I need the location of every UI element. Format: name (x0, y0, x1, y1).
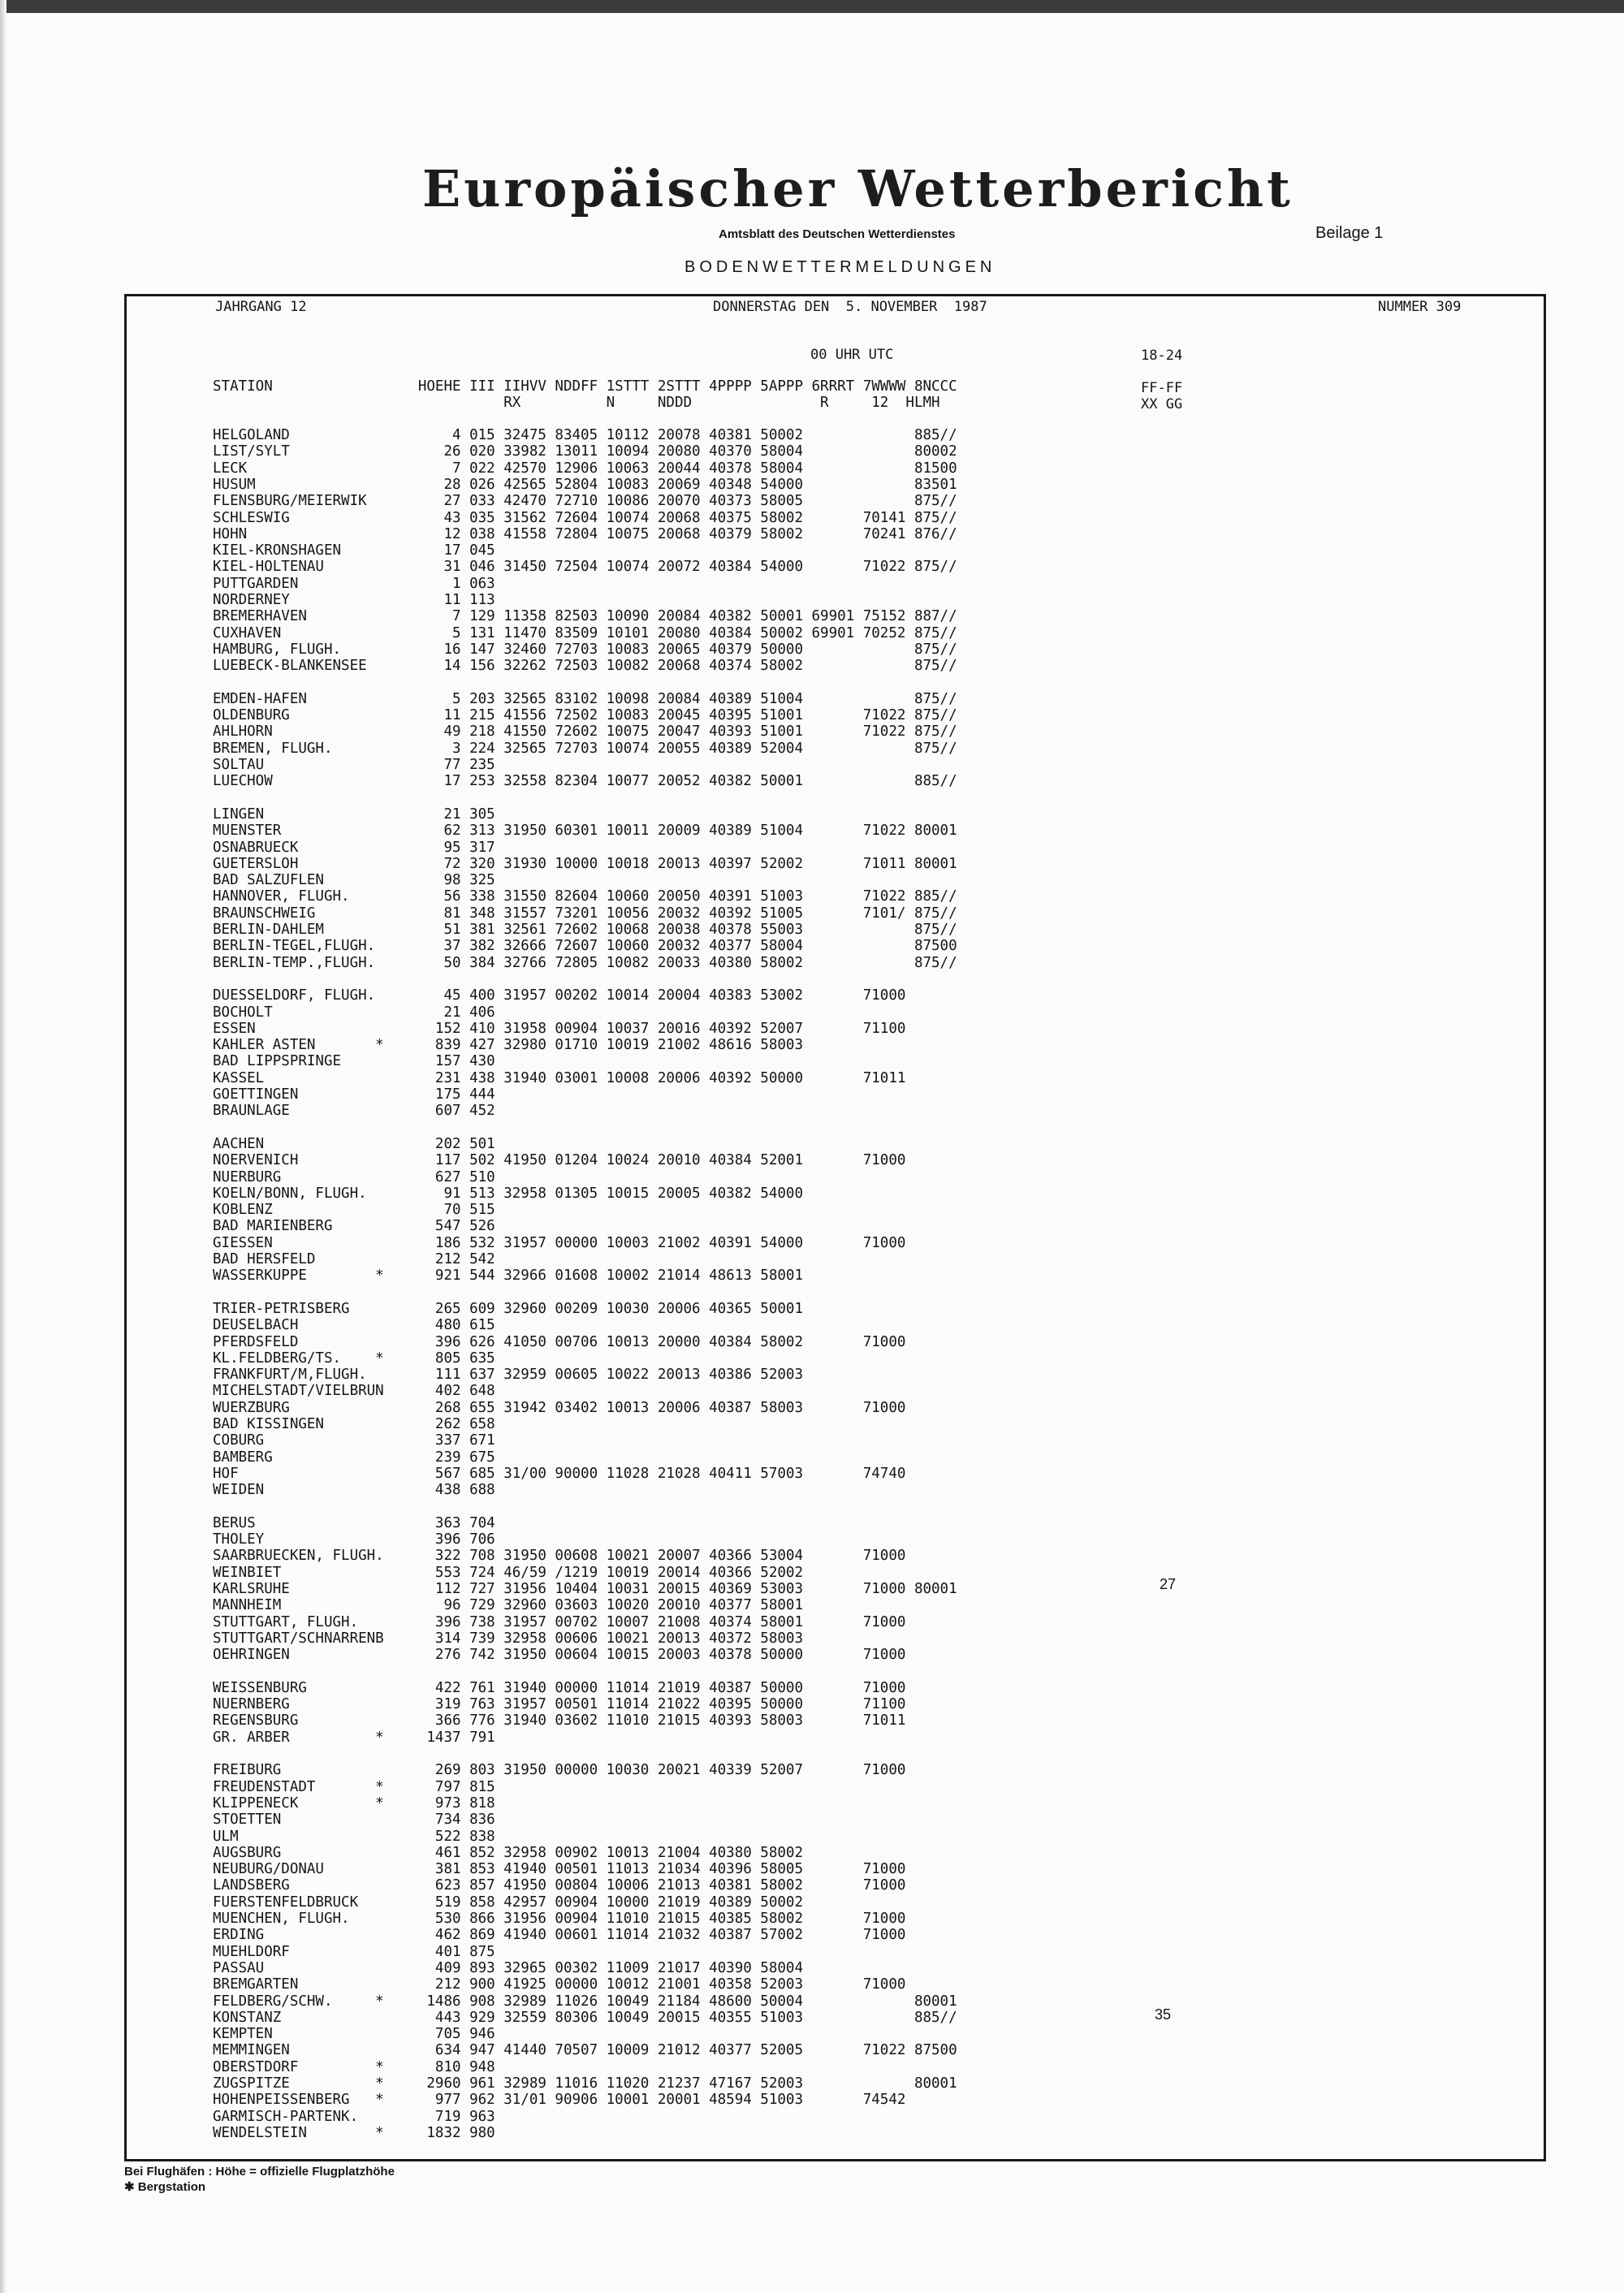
station-row: LECK 7 022 42570 12906 10063 20044 40378 58004 81500 (213, 460, 957, 477)
station-row: DUESSELDORF, FLUGH. 45 400 31957 00202 10014 20004 40383 53002 71000 (213, 987, 906, 1004)
station-row: KIEL-KRONSHAGEN 17 045 (213, 542, 495, 559)
station-row: ZUGSPITZE * 2960 961 32989 11016 11020 21237 47167 52003 80001 (213, 2075, 957, 2092)
station-row: WEISSENBURG 422 761 31940 00000 11014 21019 40387 50000 71000 (213, 1679, 906, 1696)
page-subtitle: Amtsblatt des Deutschen Wetterdienstes (719, 227, 956, 241)
station-row: KOELN/BONN, FLUGH. 91 513 32958 01305 10015 20005 40382 54000 (213, 1185, 803, 1202)
station-row: KONSTANZ 443 929 32559 80306 10049 20015 40355 51003 885// (213, 2009, 957, 2026)
footnote-airport-height: Bei Flughäfen : Höhe = offizielle Flugplatzhöhe (124, 2165, 395, 2179)
station-row: GIESSEN 186 532 31957 00000 10003 21002 40391 54000 71000 (213, 1234, 906, 1251)
report-date: DONNERSTAG DEN 5. NOVEMBER 1987 (713, 299, 987, 315)
station-row: EMDEN-HAFEN 5 203 32565 83102 10098 20084 40389 51004 875// (213, 690, 957, 707)
station-row: GR. ARBER * 1437 791 (213, 1729, 495, 1746)
observation-time: 00 UHR UTC (810, 347, 894, 363)
station-row: BREMEN, FLUGH. 3 224 32565 72703 10074 20055 40389 52004 875// (213, 740, 957, 757)
station-row: TRIER-PETRISBERG 265 609 32960 00209 10030 20006 40365 50001 (213, 1300, 803, 1317)
page-mark-35: 35 (1155, 2006, 1172, 2023)
station-row: WUERZBURG 268 655 31942 03402 10013 20006 40387 58003 71000 (213, 1399, 906, 1416)
section-title: BODENWETTERMELDUNGEN (685, 258, 996, 276)
station-row: HOHN 12 038 41558 72804 10075 20068 40379 58002 70241 876// (213, 525, 957, 542)
station-row: STUTTGART, FLUGH. 396 738 31957 00702 10007 21008 40374 58001 71000 (213, 1613, 906, 1630)
station-row: MUENCHEN, FLUGH. 530 866 31956 00904 11010 21015 40385 58002 71000 (213, 1911, 906, 1927)
station-row: SOLTAU 77 235 (213, 757, 495, 773)
station-row: THOLEY 396 706 (213, 1531, 495, 1548)
station-row: AUGSBURG 461 852 32958 00902 10013 21004 40380 58002 (213, 1844, 803, 1861)
station-row: KL.FELDBERG/TS. * 805 635 (213, 1349, 495, 1367)
station-row: WENDELSTEIN * 1832 980 (213, 2124, 495, 2141)
station-row: BAD MARIENBERG 547 526 (213, 1218, 495, 1235)
station-row: BAMBERG 239 675 (213, 1449, 495, 1466)
station-row: HANNOVER, FLUGH. 56 338 31550 82604 10060 20050 40391 51003 71022 885// (213, 888, 957, 905)
station-row: PASSAU 409 893 32965 00302 11009 21017 40390 58004 (213, 1959, 803, 1976)
supplement-label: Beilage 1 (1315, 224, 1384, 242)
station-row: OBERSTDORF * 810 948 (213, 2058, 495, 2075)
station-row: BRAUNLAGE 607 452 (213, 1103, 495, 1120)
station-row: FREUDENSTADT * 797 815 (213, 1778, 495, 1795)
station-row: ULM 522 838 (213, 1828, 495, 1845)
station-row: NORDERNEY 11 113 (213, 592, 495, 608)
station-row: FUERSTENFELDBRUCK 519 858 42957 00904 10000 21019 40389 50002 (213, 1894, 803, 1911)
station-row: GUETERSLOH 72 320 31930 10000 10018 20013 40397 52002 71011 80001 (213, 855, 957, 872)
station-row: BERLIN-TEGEL,FLUGH. 37 382 32666 72607 10060 20032 40377 58004 87500 (213, 938, 957, 955)
scan-top-border (0, 0, 1624, 13)
station-row: MANNHEIM 96 729 32960 03603 10020 20010 40377 58001 (213, 1597, 803, 1614)
station-row: OEHRINGEN 276 742 31950 00604 10015 20003 40378 50000 71000 (213, 1647, 906, 1664)
station-row: WASSERKUPPE * 921 544 32966 01608 10002 21014 48613 58001 (213, 1267, 803, 1285)
station-row: MICHELSTADT/VIELBRUN 402 648 (213, 1383, 495, 1400)
footnotes (124, 2164, 395, 2195)
station-row: HUSUM 28 026 42565 52804 10083 20069 40348 54000 83501 (213, 476, 957, 493)
station-row: FLENSBURG/MEIERWIK 27 033 42470 72710 10086 20070 40373 58005 875// (213, 493, 957, 510)
station-row: GARMISCH-PARTENK. 719 963 (213, 2108, 495, 2125)
station-row: AACHEN 202 501 (213, 1135, 495, 1152)
station-row: WEINBIET 553 724 46/59 /1219 10019 20014 40366 52002 (213, 1564, 803, 1581)
station-row: KEMPTEN 705 946 (213, 2026, 495, 2043)
station-row: NEUBURG/DONAU 381 853 41940 00501 11013 21034 40396 58005 71000 (213, 1861, 906, 1878)
station-row: BERLIN-TEMP.,FLUGH. 50 384 32766 72805 10082 20033 40380 58002 875// (213, 954, 957, 971)
volume-label: JAHRGANG 12 (215, 299, 307, 315)
station-row: AHLHORN 49 218 41550 72602 10075 20047 40393 51001 71022 875// (213, 723, 957, 741)
station-row: NUERBURG 627 510 (213, 1168, 495, 1185)
station-row: SCHLESWIG 43 035 31562 72604 10074 20068 40375 58002 70141 875// (213, 509, 957, 526)
station-row: GOETTINGEN 175 444 (213, 1086, 495, 1103)
station-row: LANDSBERG 623 857 41950 00804 10006 21013 40381 58002 71000 (213, 1877, 906, 1894)
station-row: BERLIN-DAHLEM 51 381 32561 72602 10068 20038 40378 55003 875// (213, 922, 957, 938)
station-row: ERDING 462 869 41940 00601 11014 21032 40387 57002 71000 (213, 1927, 906, 1944)
station-row: MUENSTER 62 313 31950 60301 10011 20009 40389 51004 71022 80001 (213, 823, 957, 840)
station-row: MUEHLDORF 401 875 (213, 1943, 495, 1960)
station-row: KLIPPENECK * 973 818 (213, 1794, 495, 1812)
station-row: BREMERHAVEN 7 129 11358 82503 10090 20084 40382 50001 69901 75152 887// (213, 608, 957, 625)
station-row: BOCHOLT 21 406 (213, 1004, 495, 1021)
station-row: LUEBECK-BLANKENSEE 14 156 32262 72503 10082 20068 40374 58002 875// (213, 658, 957, 675)
footnote-mountain-station: ✱ Bergstation (124, 2180, 206, 2194)
station-row: HAMBURG, FLUGH. 16 147 32460 72703 10083 20065 40379 50000 875// (213, 641, 957, 658)
scan-left-edge (0, 0, 6, 2293)
station-row: REGENSBURG 366 776 31940 03602 11010 21015 40393 58003 71011 (213, 1712, 906, 1729)
station-row: BAD LIPPSPRINGE 157 430 (213, 1053, 495, 1070)
station-row: NOERVENICH 117 502 41950 01204 10024 20010 40384 52001 71000 (213, 1152, 906, 1169)
station-row: PUTTGARDEN 1 063 (213, 575, 495, 592)
station-row: STOETTEN 734 836 (213, 1812, 495, 1829)
station-row: OSNABRUECK 95 317 (213, 839, 495, 856)
station-row: LIST/SYLT 26 020 33982 13011 10094 20080 40370 58004 80002 (213, 443, 957, 460)
station-row: ESSEN 152 410 31958 00904 10037 20016 40392 52007 71100 (213, 1020, 906, 1037)
issue-number: NUMMER 309 (1378, 299, 1462, 315)
station-row: HELGOLAND 4 015 32475 83405 10112 20078 40381 50002 885// (213, 427, 957, 443)
page-title: Europäischer Wetterbericht (422, 159, 1294, 218)
station-row: DEUSELBACH 480 615 (213, 1317, 495, 1334)
station-row: HOHENPEISSENBERG * 977 962 31/01 90906 10001 20001 48594 51003 74542 (213, 2092, 906, 2109)
gust-column-header: FF-FF XX GG (1141, 380, 1183, 412)
column-header: STATION HOEHE III IIHVV NDDFF 1STTT 2STTT 4PPPP 5APPP 6RRRT 7WWWW 8NCCC RX N NDDD R 12 HLMH (213, 378, 957, 412)
station-row: CUXHAVEN 5 131 11470 83509 10101 20080 40384 50002 69901 70252 875// (213, 624, 957, 641)
station-row: KOBLENZ 70 515 (213, 1202, 495, 1219)
page-mark-27: 27 (1160, 1576, 1177, 1592)
station-row: FREIBURG 269 803 31950 00000 10030 20021 40339 52007 71000 (213, 1762, 906, 1779)
station-row: BRAUNSCHWEIG 81 348 31557 73201 10056 20032 40392 51005 7101/ 875// (213, 905, 957, 922)
station-row: BREMGARTEN 212 900 41925 00000 10012 21001 40358 52003 71000 (213, 1976, 906, 1993)
gust-period: 18-24 (1141, 348, 1183, 364)
station-row: FRANKFURT/M,FLUGH. 111 637 32959 00605 10022 20013 40386 52003 (213, 1367, 803, 1384)
station-row: SAARBRUECKEN, FLUGH. 322 708 31950 00608 10021 20007 40366 53004 71000 (213, 1548, 906, 1565)
station-row: COBURG 337 671 (213, 1432, 495, 1449)
station-row: FELDBERG/SCHW. * 1486 908 32989 11026 10049 21184 48600 50004 80001 (213, 1993, 957, 2010)
station-row: WEIDEN 438 688 (213, 1482, 495, 1499)
station-row: PFERDSFELD 396 626 41050 00706 10013 20000 40384 58002 71000 (213, 1333, 906, 1350)
station-row: BAD KISSINGEN 262 658 (213, 1416, 495, 1432)
station-row: STUTTGART/SCHNARRENB 314 739 32958 00606 10021 20013 40372 58003 (213, 1630, 803, 1647)
station-row: KIEL-HOLTENAU 31 046 31450 72504 10074 20072 40384 54000 71022 875// (213, 559, 957, 576)
station-row: NUERNBERG 319 763 31957 00501 11014 21022 40395 50000 71100 (213, 1696, 906, 1713)
station-row: LINGEN 21 305 (213, 805, 495, 823)
station-row: HOF 567 685 31/00 90000 11028 21028 40411 57003 74740 (213, 1465, 906, 1482)
station-row: KAHLER ASTEN * 839 427 32980 01710 10019 21002 48616 58003 (213, 1037, 803, 1054)
station-row: OLDENBURG 11 215 41556 72502 10083 20045 40395 51001 71022 875// (213, 707, 957, 724)
station-row: BAD SALZUFLEN 98 325 (213, 872, 495, 889)
station-row: KARLSRUHE 112 727 31956 10404 10031 20015 40369 53003 71000 80001 (213, 1581, 957, 1597)
station-row: KASSEL 231 438 31940 03001 10008 20006 40392 50000 71011 (213, 1069, 906, 1086)
station-row: BAD HERSFELD 212 542 (213, 1251, 495, 1267)
station-row: BERUS 363 704 (213, 1514, 495, 1531)
station-row: MEMMINGEN 634 947 41440 70507 10009 21012 40377 52005 71022 87500 (213, 2042, 957, 2059)
station-row: LUECHOW 17 253 32558 82304 10077 20052 40382 50001 885// (213, 773, 957, 790)
